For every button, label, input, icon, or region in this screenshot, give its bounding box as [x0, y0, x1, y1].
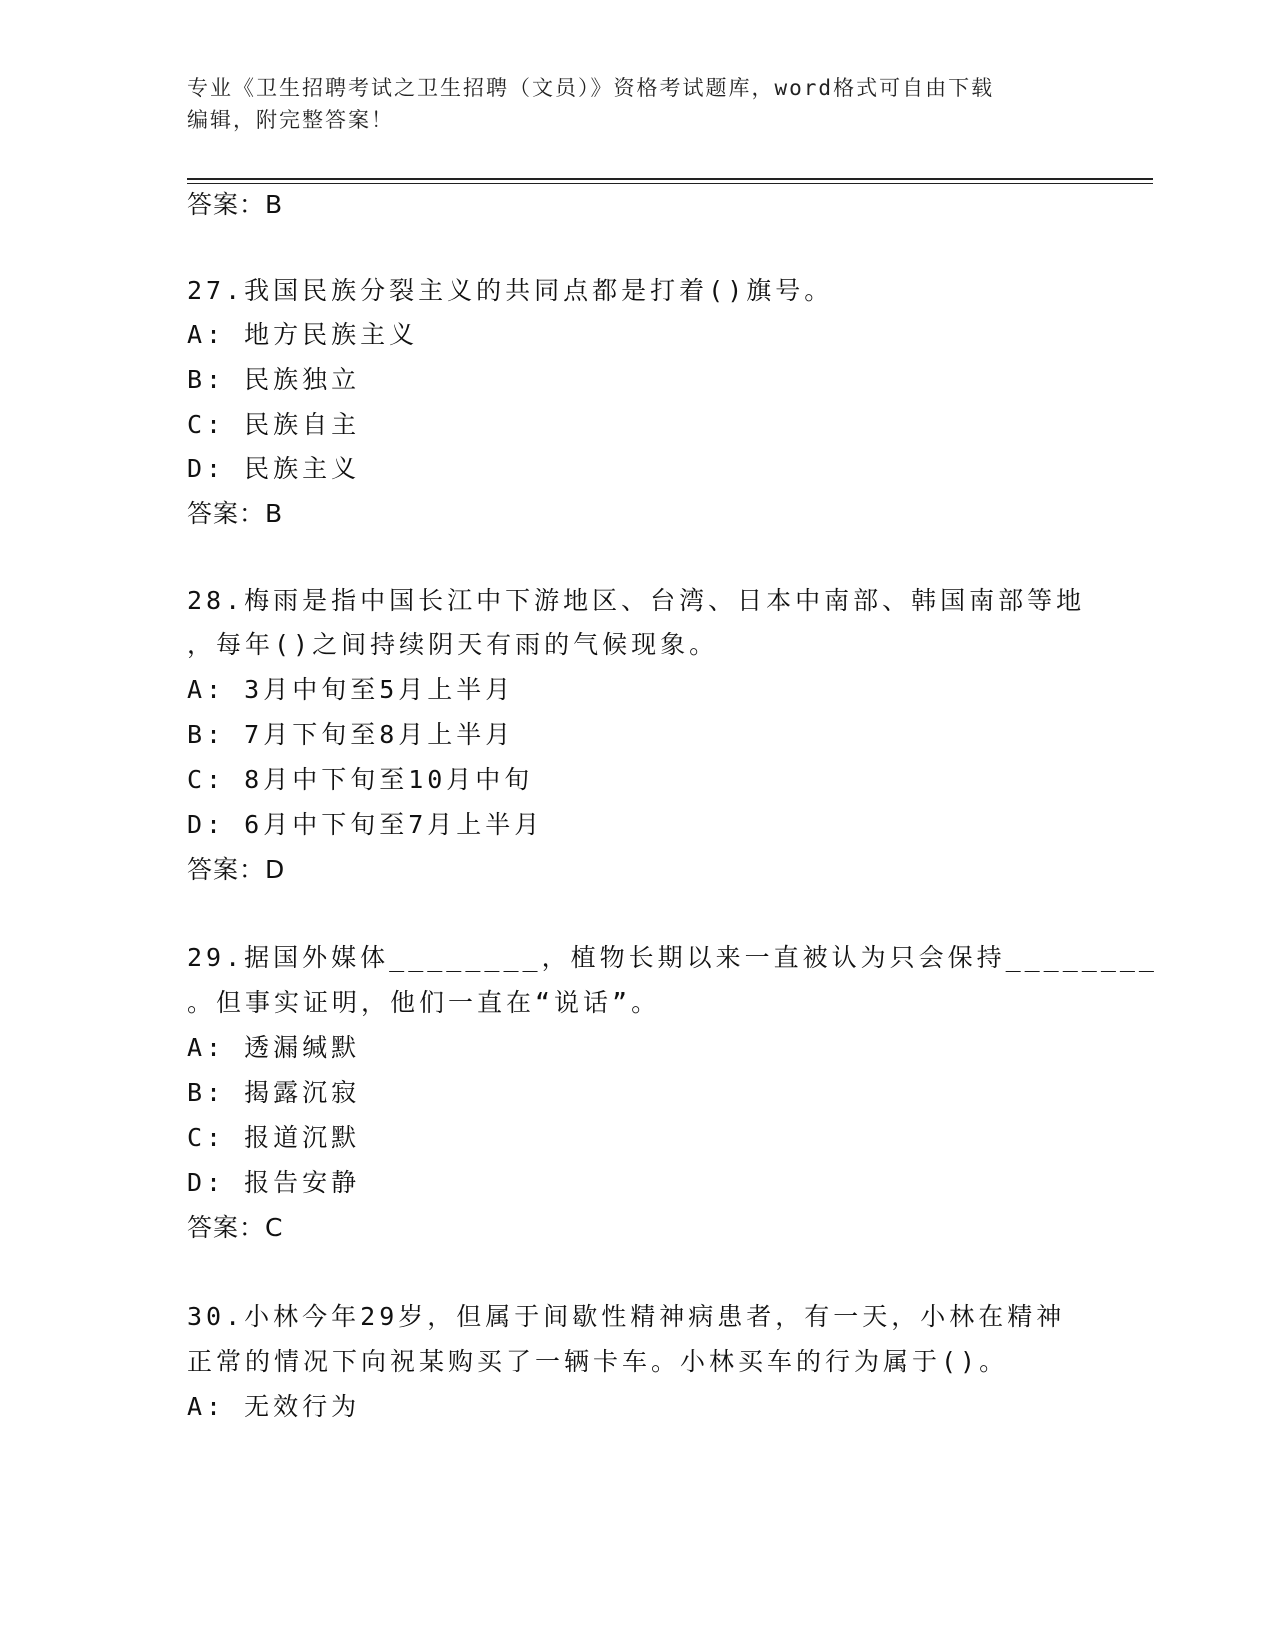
header-line-1: 专业《卫生招聘考试之卫生招聘（文员）》资格考试题库，word格式可自由下载	[187, 76, 995, 100]
question-28-answer: 答案：D	[187, 855, 286, 884]
question-30-option-a: A: 无效行为	[187, 1392, 361, 1421]
question-28-option-b: B: 7月下旬至8月上半月	[187, 720, 515, 749]
question-27-option-d: D: 民族主义	[187, 454, 361, 483]
previous-answer: 答案：B	[187, 190, 284, 219]
question-27-option-a: A: 地方民族主义	[187, 320, 419, 349]
question-28-option-a: A: 3月中旬至5月上半月	[187, 675, 515, 704]
question-28-stem-line-1: 28.梅雨是指中国长江中下游地区、台湾、日本中南部、韩国南部等地	[187, 586, 1086, 615]
document-header	[187, 72, 1067, 136]
question-27-option-b: B: 民族独立	[187, 365, 361, 394]
question-29-stem-line-1: 29.据国外媒体________，植物长期以来一直被认为只会保持________	[187, 943, 1158, 972]
question-29-option-b: B: 揭露沉寂	[187, 1078, 361, 1107]
question-29-stem-line-2: 。但事实证明，他们一直在“说话”。	[187, 988, 661, 1017]
question-28-option-d: D: 6月中下旬至7月上半月	[187, 810, 544, 839]
question-29-answer: 答案：C	[187, 1213, 284, 1242]
header-line-2: 编辑，附完整答案！	[187, 108, 394, 132]
question-29-option-d: D: 报告安静	[187, 1168, 361, 1197]
question-29-option-c: C: 报道沉默	[187, 1123, 361, 1152]
question-27-option-c: C: 民族自主	[187, 410, 361, 439]
question-27-stem: 27.我国民族分裂主义的共同点都是打着()旗号。	[187, 276, 834, 305]
question-28-option-c: C: 8月中下旬至10月中旬	[187, 765, 534, 794]
question-28-stem-line-2: ，每年()之间持续阴天有雨的气候现象。	[187, 630, 719, 659]
question-30-stem-line-1: 30.小林今年29岁，但属于间歇性精神病患者，有一天，小林在精神	[187, 1302, 1066, 1331]
question-29-option-a: A: 透漏缄默	[187, 1033, 361, 1062]
question-27-answer: 答案：B	[187, 499, 284, 528]
header-divider	[187, 178, 1153, 184]
question-30-stem-line-2: 正常的情况下向祝某购买了一辆卡车。小林买车的行为属于()。	[187, 1347, 1009, 1376]
